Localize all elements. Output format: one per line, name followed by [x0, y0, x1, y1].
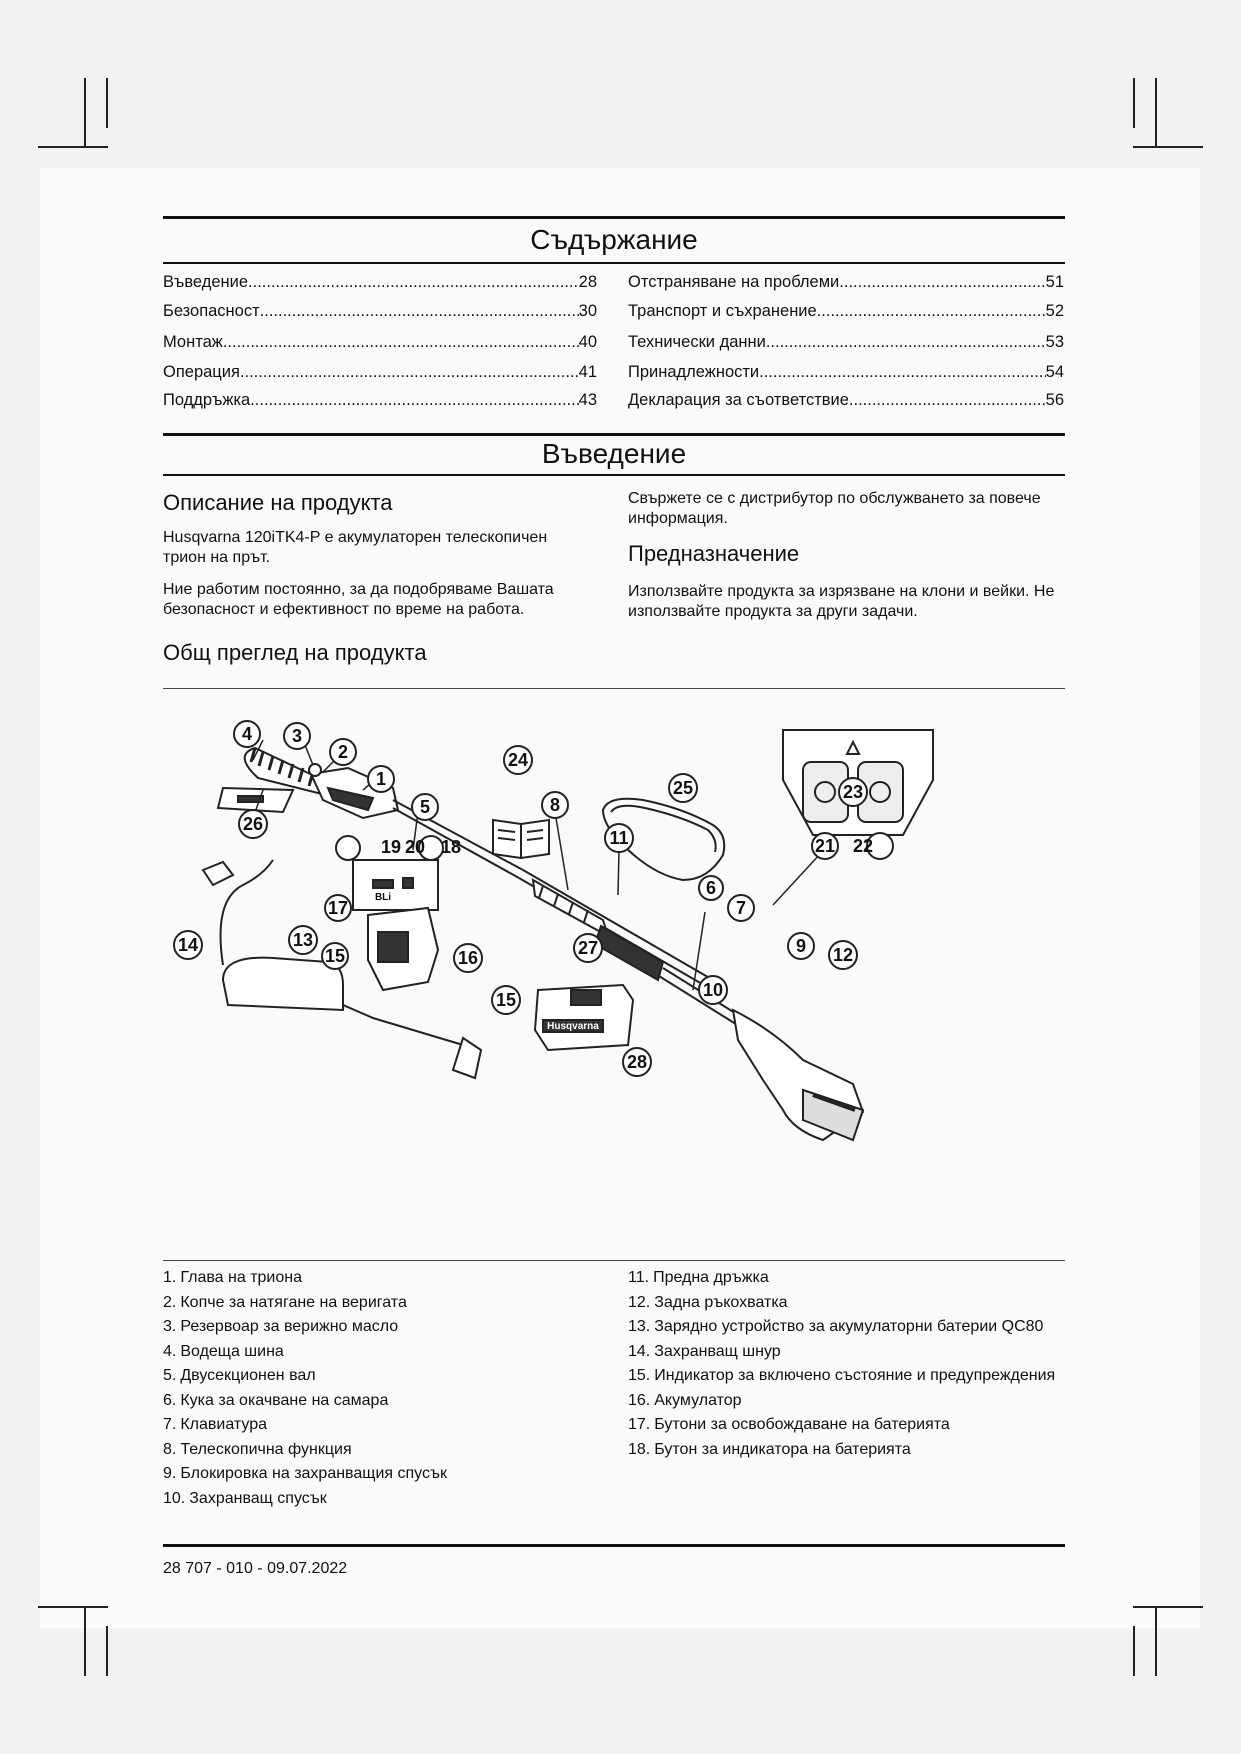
legend-text: Зарядно устройство за акумулаторни батерии QC80	[654, 1318, 1044, 1335]
toc-title: Съдържание	[530, 224, 698, 255]
legend-text: Копче за натягане на веригата	[180, 1293, 407, 1311]
callout-2	[330, 739, 356, 765]
callout-23	[839, 778, 867, 806]
svg-text:26: 26	[242, 814, 264, 834]
svg-text:9: 9	[795, 936, 807, 956]
svg-text:6: 6	[705, 878, 717, 898]
legend-text: Блокировка на захранващия спусък	[180, 1465, 447, 1482]
toc-entry[interactable]	[163, 363, 597, 385]
callout-7	[728, 895, 754, 921]
legend-right	[628, 1268, 1064, 1464]
callout-1	[368, 766, 394, 792]
manual-drawing	[493, 820, 549, 858]
crop-mark	[1133, 1606, 1203, 1608]
legend-number: 11.	[628, 1269, 650, 1286]
legend-text: Кука за окачване на самара	[180, 1391, 389, 1409]
legend-text: Акумулатор	[654, 1391, 742, 1409]
legend-item	[163, 1317, 593, 1337]
toc-entry-page: 53	[1045, 333, 1064, 351]
toc-leader	[839, 273, 1045, 292]
toc-top-rule	[163, 216, 1065, 219]
legend-rule	[163, 1260, 1065, 1261]
toc-leader	[260, 302, 579, 321]
callout-26	[239, 810, 267, 838]
toc-entry-page: 56	[1045, 391, 1064, 409]
svg-text:4: 4	[241, 724, 253, 744]
toc-entry-page: 28	[578, 273, 597, 291]
product-description-p1: Husqvarna 120iTK4-P е акумулаторен телескопичен трион на прът.	[163, 529, 548, 566]
crop-mark	[38, 146, 108, 148]
toc-leader	[240, 363, 579, 382]
crop-mark	[1133, 1626, 1135, 1676]
callout-24	[504, 746, 532, 774]
svg-text:15: 15	[324, 946, 346, 966]
product-overview-diagram	[163, 700, 1065, 1240]
battery-indicator-detail	[353, 860, 438, 910]
svg-text:23: 23	[842, 782, 864, 802]
svg-text:7: 7	[735, 898, 747, 918]
legend-item	[163, 1440, 593, 1460]
toc-entry-page: 40	[578, 333, 597, 351]
overview-rule	[163, 688, 1065, 689]
callout-25	[669, 774, 697, 802]
callout-4	[234, 721, 260, 747]
legend-item	[628, 1342, 1064, 1362]
legend-number: 18.	[628, 1440, 651, 1458]
battery-drawing	[368, 908, 438, 990]
legend-item	[163, 1415, 593, 1435]
callout-10	[699, 976, 727, 1004]
svg-text:1: 1	[375, 769, 387, 789]
legend-number: 13.	[628, 1318, 651, 1335]
svg-text:15: 15	[495, 990, 517, 1010]
intro-title-rule	[163, 474, 1065, 476]
crop-mark	[1133, 78, 1135, 128]
legend-number: 4.	[163, 1342, 177, 1360]
toc-leader	[223, 333, 579, 352]
legend-number: 14.	[628, 1342, 651, 1360]
charger-brand: Husqvarna	[547, 1021, 599, 1032]
legend-number: 6.	[163, 1391, 177, 1409]
legend-text: Резервоар за верижно масло	[180, 1318, 399, 1335]
toc-entry-page: 51	[1045, 273, 1064, 291]
svg-text:10: 10	[702, 980, 724, 1000]
intro-title: Въведение	[541, 438, 687, 469]
legend-text: Захранващ спусък	[189, 1489, 327, 1507]
charger-qc80-drawing	[203, 860, 481, 1078]
callout-5	[412, 794, 438, 820]
callout-18	[441, 837, 461, 857]
callout-6	[699, 876, 723, 900]
toc-entry-label: Въведение	[163, 273, 249, 291]
toc-entry[interactable]	[163, 391, 597, 413]
crop-mark	[1155, 78, 1157, 148]
callout-17	[325, 895, 351, 921]
toc-leader	[759, 363, 1046, 382]
legend-text: Индикатор за включено състояние и предупреждения	[654, 1367, 1056, 1384]
svg-text:14: 14	[177, 935, 199, 955]
toc-leader	[248, 273, 579, 292]
crop-mark	[38, 1606, 108, 1608]
svg-text:22: 22	[852, 836, 874, 856]
callout-15-b	[492, 986, 520, 1014]
intended-use-p1: Използвайте продукта за изрязване на клони и вейки. Не използвайте продукта за други задачи.	[628, 583, 1055, 620]
crop-mark	[84, 78, 86, 148]
legend-text: Глава на триона	[180, 1269, 302, 1286]
legend-number: 15.	[628, 1367, 651, 1384]
callout-19	[336, 836, 360, 860]
callout-22	[853, 833, 893, 859]
crop-mark	[106, 1626, 108, 1676]
svg-text:20: 20	[404, 837, 426, 857]
legend-text: Двусекционен вал	[180, 1367, 316, 1384]
svg-text:25: 25	[672, 778, 694, 798]
legend-item	[163, 1293, 593, 1313]
callout-27	[574, 934, 602, 962]
callout-28	[623, 1048, 651, 1076]
legend-item	[163, 1489, 593, 1509]
svg-text:2: 2	[337, 742, 349, 762]
toc-entry-page: 52	[1045, 302, 1064, 320]
svg-text:5: 5	[419, 797, 431, 817]
legend-number: 5.	[163, 1367, 177, 1384]
toc-leader	[766, 333, 1046, 352]
legend-number: 10.	[163, 1489, 186, 1507]
toc-leader	[849, 391, 1046, 410]
toc-entry[interactable]	[163, 333, 597, 355]
toc-entry[interactable]	[163, 302, 597, 324]
svg-text:18: 18	[440, 837, 462, 857]
callout-14	[174, 931, 202, 959]
toc-entry-label: Принадлежности	[628, 363, 760, 381]
footer-rule	[163, 1544, 1065, 1547]
toc-entry-label: Транспорт и съхранение	[628, 302, 817, 320]
legend-item	[628, 1366, 1064, 1386]
intended-use-heading: Предназначение	[628, 541, 800, 566]
legend-text: Бутон за индикатора на батерията	[654, 1440, 911, 1458]
legend-text: Задна ръкохватка	[654, 1293, 788, 1311]
footer-text: 28 707 - 010 - 09.07.2022	[163, 1560, 348, 1577]
callout-8	[542, 792, 568, 818]
toc-leader	[250, 391, 578, 410]
svg-text:11: 11	[609, 828, 629, 848]
legend-item	[163, 1366, 593, 1386]
legend-number: 2.	[163, 1293, 177, 1311]
toc-entry[interactable]	[628, 333, 1064, 355]
legend-item	[628, 1293, 1064, 1313]
toc-entry[interactable]	[628, 363, 1064, 385]
toc-entry-label: Отстраняване на проблеми	[628, 273, 840, 291]
svg-text:27: 27	[577, 938, 599, 958]
toc-entry-label: Технически данни	[628, 333, 766, 351]
product-description-p3: Свържете се с дистрибутор по обслужването за повече информация.	[628, 490, 1041, 527]
legend-text: Захранващ шнур	[654, 1342, 781, 1360]
legend-number: 1.	[163, 1269, 177, 1286]
toc-entry-label: Поддръжка	[163, 391, 251, 409]
toc-entry-page: 30	[578, 302, 597, 320]
callout-20-label	[405, 837, 425, 857]
legend-text: Бутони за освобождаване на батерията	[654, 1416, 950, 1433]
svg-text:16: 16	[457, 948, 479, 968]
callout-13	[289, 926, 317, 954]
toc-entry[interactable]	[628, 391, 1064, 413]
legend-number: 12.	[628, 1293, 651, 1311]
legend-item	[628, 1440, 1064, 1460]
legend-item	[163, 1464, 593, 1484]
svg-text:3: 3	[291, 726, 303, 746]
svg-text:13: 13	[292, 930, 314, 950]
toc-entry[interactable]	[163, 273, 597, 295]
callout-15-a	[322, 943, 348, 969]
product-description-heading: Описание на продукта	[163, 490, 393, 515]
legend-item	[628, 1268, 1064, 1288]
svg-text:19: 19	[380, 837, 402, 857]
toc-entry-label: Безопасност	[163, 302, 260, 320]
toc-entry-page: 43	[578, 391, 597, 409]
product-overview-heading: Общ преглед на продукта	[163, 640, 427, 665]
callout-12	[829, 941, 857, 969]
toc-entry-page: 41	[578, 363, 597, 381]
callout-9	[788, 933, 814, 959]
legend-item	[628, 1415, 1064, 1435]
intro-top-rule	[163, 433, 1065, 436]
toc-entry-label: Монтаж	[163, 333, 223, 351]
svg-text:21: 21	[814, 836, 836, 856]
legend-text: Водеща шина	[180, 1342, 284, 1360]
legend-number: 16.	[628, 1391, 651, 1409]
sheath-drawing	[218, 788, 293, 812]
svg-text:8: 8	[549, 795, 561, 815]
svg-text:12: 12	[832, 945, 854, 965]
svg-text:28: 28	[626, 1052, 648, 1072]
legend-left	[163, 1268, 593, 1513]
legend-item	[628, 1317, 1064, 1337]
legend-number: 17.	[628, 1416, 651, 1433]
legend-number: 9.	[163, 1465, 177, 1482]
toc-entry-label: Декларация за съответствие	[628, 391, 849, 409]
toc-title-rule	[163, 262, 1065, 264]
legend-item	[163, 1391, 593, 1411]
charger-40-drawing	[535, 985, 633, 1050]
callout-19-label	[381, 837, 401, 857]
callout-21	[812, 833, 838, 859]
svg-text:24: 24	[507, 750, 529, 770]
legend-item	[163, 1342, 593, 1362]
crop-mark	[1133, 146, 1203, 148]
product-description-p2: Ние работим постоянно, за да подобряваме Вашата безопасност и ефективност по време на работа.	[163, 581, 554, 618]
legend-number: 3.	[163, 1318, 177, 1335]
battery-label: BLi	[374, 892, 392, 903]
crop-mark	[106, 78, 108, 128]
callout-11	[605, 824, 633, 852]
legend-text: Предна дръжка	[653, 1269, 769, 1286]
svg-text:17: 17	[327, 898, 349, 918]
callout-16	[454, 944, 482, 972]
legend-text: Клавиатура	[180, 1416, 268, 1433]
toc-entry[interactable]	[628, 273, 1064, 295]
toc-leader	[817, 302, 1046, 321]
crop-mark	[1155, 1606, 1157, 1676]
legend-item	[163, 1268, 593, 1288]
legend-item	[628, 1391, 1064, 1411]
crop-mark	[84, 1606, 86, 1676]
toc-entry[interactable]	[628, 302, 1064, 324]
toc-entry-label: Операция	[163, 363, 240, 381]
callout-3	[284, 723, 310, 749]
legend-text: Телескопична функция	[180, 1440, 352, 1458]
toc-entry-page: 54	[1045, 363, 1064, 381]
legend-number: 7.	[163, 1416, 177, 1433]
legend-number: 8.	[163, 1440, 177, 1458]
